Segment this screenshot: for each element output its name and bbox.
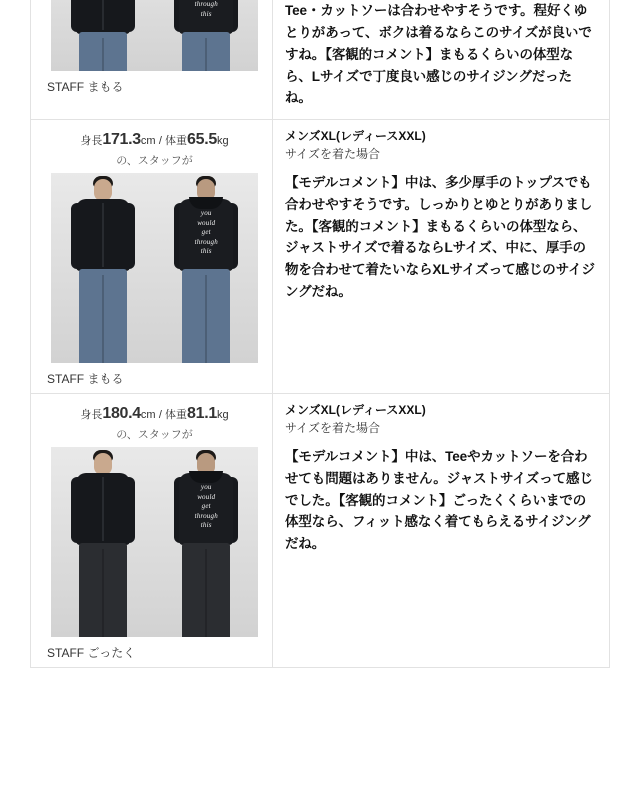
- staff-name: STAFF ごったく: [47, 646, 136, 661]
- staff-photo[interactable]: [51, 447, 258, 637]
- height-label: 身長: [80, 409, 103, 422]
- staff-photo[interactable]: [51, 0, 258, 71]
- garment-print-text: through this: [194, 0, 218, 18]
- staff-photo-front: [51, 447, 155, 637]
- staff-photo-cell: [31, 120, 273, 393]
- weight-unit: kg: [217, 409, 229, 422]
- staff-comment: 【モデルコメント】中は、多少厚手のトップスでも合わせやすそうです。しっかりとゆとりがありました。【客観的コメント】まもるくらいの体型なら、ジャストサイズで着るならLサイズ、中に、厚手の物を合わせて着たいならXLサイズって感じのサイジングだね。: [285, 174, 595, 300]
- height-label: 身長: [80, 135, 103, 148]
- size-subtitle: サイズを着た場合: [285, 421, 381, 436]
- table-row: [31, 394, 609, 668]
- size-subtitle: サイズを着た場合: [285, 147, 381, 162]
- height-value: 180.4: [102, 405, 141, 423]
- staff-comment: 【モデルコメント】中は、Teeやカットソーを合わせても問題はありません。ジャストサイズって感じでした。【客観的コメント】ごったくくらいまでの体型なら、フィット感なく着てもらえるサイジングだね。: [285, 448, 593, 552]
- staff-photo-front: [51, 173, 155, 363]
- staff-measurements: [45, 404, 264, 424]
- staff-measurements-suffix: の、スタッフが: [116, 429, 193, 442]
- staff-comment-cell: [273, 0, 609, 119]
- height-value: 171.3: [102, 131, 141, 149]
- weight-value: 65.5: [187, 131, 217, 149]
- staff-measurements-suffix: の、スタッフが: [116, 155, 193, 168]
- size-title: メンズXL(レディースXXL): [285, 129, 426, 144]
- staff-comment-cell: [273, 120, 609, 393]
- table-row: [31, 0, 609, 120]
- staff-size-table: [30, 0, 610, 668]
- staff-comment-cell: [273, 394, 609, 667]
- staff-photo-front: [51, 0, 155, 71]
- staff-measurements: [45, 130, 264, 150]
- staff-name: STAFF まもる: [47, 80, 124, 94]
- weight-label: / 体重: [158, 409, 188, 422]
- staff-name: STAFF まもる: [47, 372, 124, 387]
- staff-photo-cell: [31, 394, 273, 667]
- height-unit: cm: [140, 135, 156, 148]
- staff-photo-back: [155, 173, 259, 363]
- weight-unit: kg: [217, 135, 229, 148]
- garment-print-text: you would get through this: [194, 209, 218, 256]
- staff-photo[interactable]: [51, 173, 258, 363]
- staff-photo-cell: [31, 0, 273, 119]
- weight-value: 81.1: [187, 405, 217, 423]
- garment-print-text: you would get through this: [194, 483, 218, 530]
- size-title: メンズXL(レディースXXL): [285, 403, 426, 418]
- table-row: [31, 120, 609, 394]
- staff-photo-back: [155, 0, 259, 71]
- staff-photo-back: [155, 447, 259, 637]
- height-unit: cm: [140, 409, 156, 422]
- weight-label: / 体重: [158, 135, 188, 148]
- staff-comment: Tee・カットソーは合わせやすそうです。程好くゆとりがあって、ボクは着るならこのサイズが良いですね。【客観的コメント】まもるくらいの体型なら、Lサイズで丁度良い感じのサイジングだったね。: [285, 3, 592, 106]
